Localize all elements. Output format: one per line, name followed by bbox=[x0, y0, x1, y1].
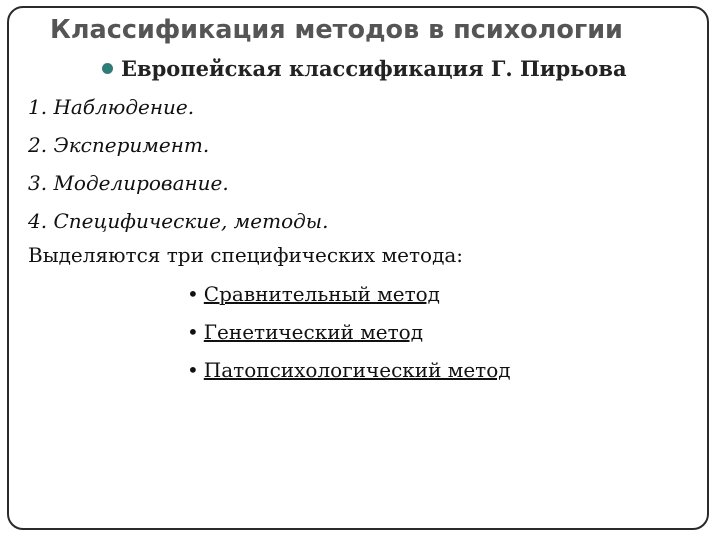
list-item-observation: 1. Наблюдение. bbox=[28, 95, 195, 119]
intro-text: Выделяются три специфических метода: bbox=[28, 243, 464, 267]
bullet-icon: • bbox=[187, 320, 199, 344]
list-item-modeling: 3. Моделирование. bbox=[28, 171, 229, 195]
bullet-icon: • bbox=[187, 358, 199, 382]
slide-subtitle: Европейская классификация Г. Пирьова bbox=[121, 56, 627, 81]
numbered-methods-list bbox=[28, 94, 328, 246]
list-item-specific-methods: 4. Специфические, методы. bbox=[28, 209, 329, 233]
bullet-icon bbox=[102, 63, 113, 74]
slide-frame bbox=[7, 6, 709, 530]
method-link-genetic[interactable]: Генетический метод bbox=[203, 320, 424, 344]
method-item-comparative bbox=[187, 281, 511, 319]
subtitle-row bbox=[102, 56, 627, 81]
method-item-pathopsychological bbox=[187, 357, 511, 395]
list-item-experiment: 2. Эксперимент. bbox=[28, 133, 210, 157]
bullet-icon: • bbox=[187, 282, 199, 306]
method-item-genetic bbox=[187, 319, 511, 357]
method-link-comparative[interactable]: Сравнительный метод bbox=[203, 282, 440, 306]
method-link-pathopsychological[interactable]: Патопсихологический метод bbox=[203, 358, 511, 382]
slide-title: Классификация методов в психологии bbox=[50, 15, 623, 45]
specific-methods-list bbox=[187, 281, 511, 395]
